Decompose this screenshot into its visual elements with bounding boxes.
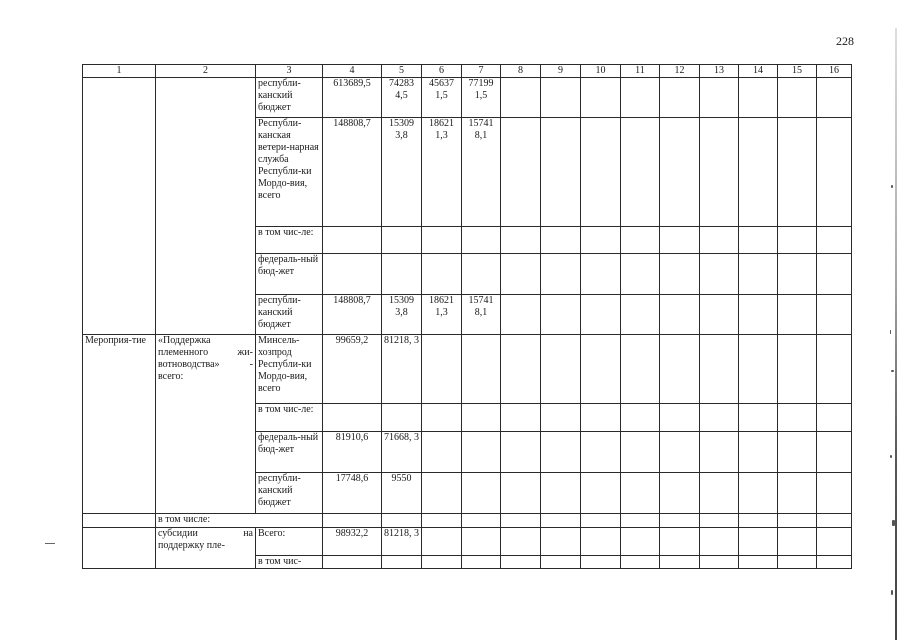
value-col6: 18621 1,3: [422, 295, 462, 335]
executor-cell: федераль-ный бюд-жет: [256, 432, 323, 473]
column-number: 4: [323, 65, 382, 78]
value-col4: 613689,5: [323, 78, 382, 118]
column-number-row: [83, 65, 852, 78]
scan-mark: [45, 543, 55, 544]
value-col5: 9550: [382, 473, 422, 514]
activity-name-cell: «Поддержка племенного жи-вотноводства» - всего:: [156, 335, 256, 514]
table-row: [83, 528, 852, 556]
column-number: 2: [156, 65, 256, 78]
column-number: 13: [700, 65, 739, 78]
executor-cell: в том чис-ле:: [256, 404, 323, 432]
column-number: 10: [581, 65, 621, 78]
table-row: [83, 514, 852, 528]
table-row: [83, 78, 852, 118]
value-col5: 81218, 3: [382, 528, 422, 556]
executor-cell: федераль-ный бюд-жет: [256, 254, 323, 295]
executor-cell: республи-канский бюджет: [256, 295, 323, 335]
column-number: 15: [778, 65, 817, 78]
value-col7: 15741 8,1: [462, 118, 501, 227]
page-number: 228: [836, 34, 854, 48]
value-col7: 77199 1,5: [462, 78, 501, 118]
activity-type-cell: [83, 78, 156, 335]
activity-name-cell: субсидии на поддержку пле-: [156, 528, 256, 569]
value-col4: 148808,7: [323, 118, 382, 227]
value-col5: 81218, 3: [382, 335, 422, 404]
value-col4: 98932,2: [323, 528, 382, 556]
activity-name-cell: [156, 78, 256, 335]
value-col4: 81910,6: [323, 432, 382, 473]
executor-cell: Всего:: [256, 528, 323, 556]
executor-cell: в том чис-ле:: [256, 227, 323, 254]
executor-cell: республи-канский бюджет: [256, 473, 323, 514]
value-col7: 15741 8,1: [462, 295, 501, 335]
column-number: 11: [621, 65, 660, 78]
column-number: 1: [83, 65, 156, 78]
column-number: 5: [382, 65, 422, 78]
column-number: 7: [462, 65, 501, 78]
table-row: [83, 335, 852, 404]
executor-cell: в том чис-: [256, 556, 323, 569]
column-number: 8: [501, 65, 541, 78]
activity-type-cell: [83, 528, 156, 569]
value-col5: 15309 3,8: [382, 295, 422, 335]
value-col5: 74283 4,5: [382, 78, 422, 118]
value-col5: 71668, 3: [382, 432, 422, 473]
executor-cell: Республи-канская ветери-нарная служба Республи-ки Мордо-вия, всего: [256, 118, 323, 227]
budget-table: [82, 64, 852, 569]
activity-type-cell: Мероприя-тие: [83, 335, 156, 514]
executor-cell: республи-канский бюджет: [256, 78, 323, 118]
column-number: 9: [541, 65, 581, 78]
empty-cell: [83, 514, 156, 528]
column-number: 6: [422, 65, 462, 78]
executor-cell: Минсель-хозпрод Республи-ки Мордо-вия, всего: [256, 335, 323, 404]
scan-edge-shadow: [879, 0, 905, 640]
column-number: 3: [256, 65, 323, 78]
including-label: в том числе:: [156, 514, 323, 528]
value-col4: 148808,7: [323, 295, 382, 335]
column-number: 14: [739, 65, 778, 78]
value-col5: 15309 3,8: [382, 118, 422, 227]
value-col4: 17748,6: [323, 473, 382, 514]
value-col6: 45637 1,5: [422, 78, 462, 118]
column-number: 12: [660, 65, 700, 78]
value-col6: 18621 1,3: [422, 118, 462, 227]
value-col4: 99659,2: [323, 335, 382, 404]
column-number: 16: [817, 65, 852, 78]
